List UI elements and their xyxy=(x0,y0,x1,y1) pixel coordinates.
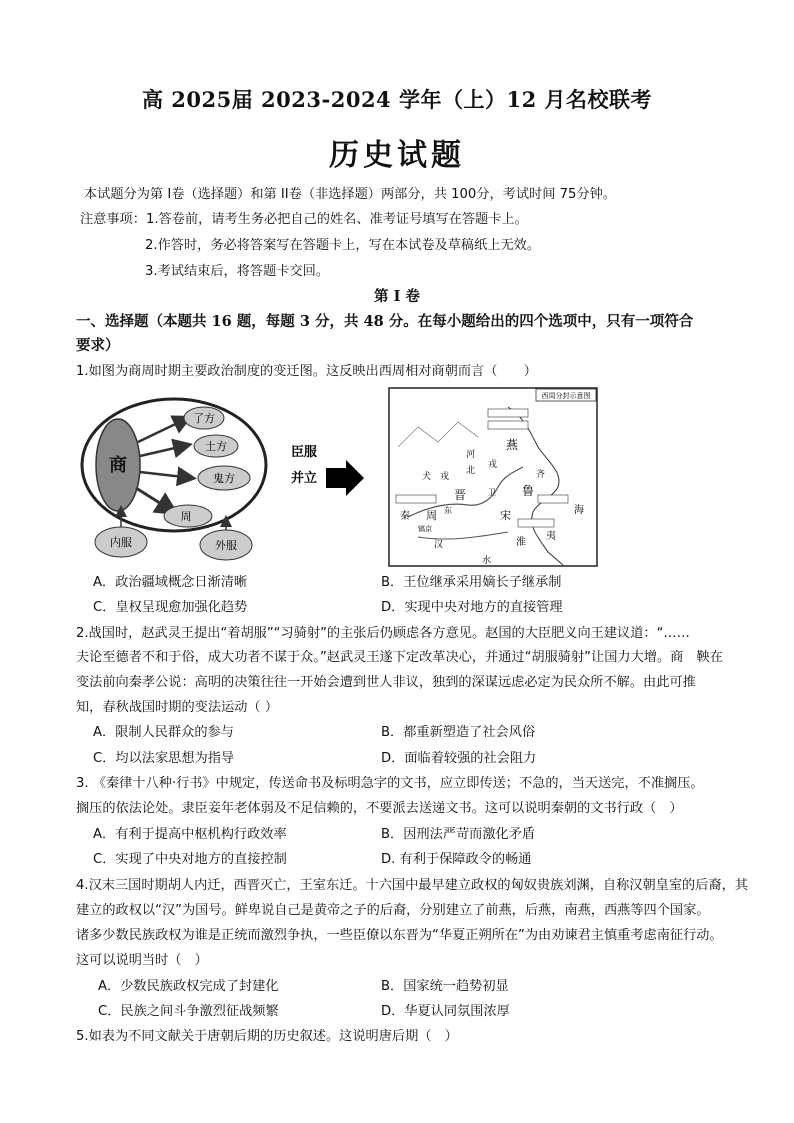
arrow-to-tribe-1 xyxy=(138,418,188,442)
arrow-label-top: 臣服 xyxy=(290,445,318,460)
shang-label: 商 xyxy=(109,455,127,476)
q2-line-3: 变法前向秦孝公说：高明的决策往往一开始会遭到世人非议，独到的深谋远虑必定为民众所不解。由此可推 xyxy=(76,675,696,690)
q4-option-c: C．民族之间斗争激烈征战频繁 xyxy=(98,1004,279,1019)
map-label-rong-2: 戎 xyxy=(440,472,450,482)
shang-zhou-diagram xyxy=(76,390,366,565)
map-label-quan: 犬 xyxy=(422,472,432,482)
q3-line-1: 3. 《秦律十八种·行书》中规定，传送命书及标明急字的文书，应立即传送；不急的，当天送完，不准搁压。 xyxy=(76,776,704,791)
q2-option-d: D．面临着较强的社会阻力 xyxy=(381,751,537,766)
western-zhou-map xyxy=(388,387,598,567)
note-3: 3.考试结束后，将答题卡交回。 xyxy=(145,264,330,279)
map-label-qi: 齐 xyxy=(536,470,546,480)
intro-text: 本试题分为第 I卷（选择题）和第 II卷（非选择题）两部分，共 100分，考试时间 75分钟。 xyxy=(84,187,616,202)
map-label-sea: 海 xyxy=(574,505,584,516)
map-label-yan: 燕 xyxy=(506,438,519,452)
q1-option-c: C．皇权呈现愈加强化趋势 xyxy=(93,600,248,615)
subject-title: 历史试题 xyxy=(329,138,465,173)
fief-box-2 xyxy=(488,421,528,429)
q4-line-2: 建立的政权以“汉”为国号。鲜卑说自己是黄帝之子的后裔，分别建立了前燕，后燕，南燕，西燕等四个国家。 xyxy=(76,903,710,918)
q4-option-d: D．华夏认同氛围浓厚 xyxy=(381,1004,510,1019)
arrow-to-zhou xyxy=(136,488,174,512)
map-label-wei: 卫 xyxy=(488,488,496,497)
arrow-to-tribe-2 xyxy=(140,445,188,456)
map-label-bei: 北 xyxy=(466,466,476,476)
q3-option-d: D. 有利于保障政令的畅通 xyxy=(381,852,532,867)
inner-service-label: 内服 xyxy=(110,536,132,549)
q1-option-b: B．王位继承采用嫡长子继承制 xyxy=(381,575,562,590)
map-label-jin: 晋 xyxy=(454,488,467,502)
q1-option-d: D．实现中央对地方的直接管理 xyxy=(381,600,563,615)
map-label-dong: 东 xyxy=(444,506,452,515)
map-label-zhou: 周 xyxy=(426,509,437,522)
map-label-lu: 鲁 xyxy=(522,484,535,498)
map-label-han: 汉 xyxy=(434,540,444,550)
q2-line-4: 知，春秋战国时期的变法运动（ ） xyxy=(76,700,279,715)
note-1: 1.答卷前，请考生务必把自己的姓名、准考证号填写在答题卡上。 xyxy=(145,212,528,227)
arrow-label-bottom: 并立 xyxy=(290,471,318,486)
map-label-song: 宋 xyxy=(500,509,511,522)
tribe-3-label: 鬼方 xyxy=(213,472,235,485)
section-title-line2: 要求） xyxy=(76,337,120,354)
section-title-line1: 一、选择题（本题共 16 题，每题 3 分，共 48 分。在每小题给出的四个选项中，只有一项符合 xyxy=(76,313,694,330)
fief-box-1 xyxy=(488,409,528,417)
q4-line-4: 这可以说明当时（ ） xyxy=(76,953,208,968)
q4-line-3: 诸多少数民族政权为谁是正统而激烈争执，一些臣僚以东晋为“华夏正朔所在”为由劝谏君主慎重考虑南征行动。 xyxy=(76,928,723,943)
q1-stem: 1.如图为商周时期主要政治制度的变迁图。这反映出西周相对商朝而言（ ） xyxy=(76,364,537,379)
q2-option-c: C．均以法家思想为指导 xyxy=(93,751,235,766)
q3-line-2: 搁压的依法论处。隶臣妾年老体弱及不足信赖的，不要派去送递文书。这可以说明秦朝的文书行政（ ） xyxy=(76,801,683,816)
fief-box-5 xyxy=(518,519,554,527)
tribe-1-label: 了方 xyxy=(193,412,215,425)
map-label-haojing: 镐京 xyxy=(418,525,432,533)
map-label-yi: 夷 xyxy=(546,531,556,542)
zhou-label: 周 xyxy=(180,510,192,523)
map-label-qin: 秦 xyxy=(400,511,410,522)
note-2: 2.作答时，务必将答案写在答题卡上，写在本试卷及草稿纸上无效。 xyxy=(145,238,541,253)
tribe-2-label: 土方 xyxy=(205,440,227,453)
part-heading: 第 I 卷 xyxy=(374,288,420,305)
exam-title: 高 2025届 2023-2024 学年（上）12 月名校联考 xyxy=(141,87,653,112)
q3-option-c: C．实现了中央对地方的直接控制 xyxy=(93,852,287,867)
q5-stem: 5.如表为不同文献关于唐朝后期的历史叙述。这说明唐后期（ ） xyxy=(76,1029,458,1044)
q4-line-1: 4.汉末三国时期胡人内迁，西晋灭亡，王室东迁。十六国中最早建立政权的匈奴贵族刘渊，自称汉朝皇室的后裔，其 xyxy=(76,878,748,893)
q4-option-b: B．国家统一趋势初显 xyxy=(381,979,509,994)
map-label-he: 河 xyxy=(466,450,476,460)
fief-box-4 xyxy=(538,495,568,503)
q3-option-a: A．有利于提高中枢机构行政效率 xyxy=(93,827,287,842)
fief-box-3 xyxy=(396,495,436,503)
map-label-huai: 淮 xyxy=(516,537,526,548)
map-label-rong-1: 戎 xyxy=(488,460,498,470)
notes-block xyxy=(80,208,528,227)
big-right-arrow-icon xyxy=(326,460,364,496)
q4-option-a: A．少数民族政权完成了封建化 xyxy=(98,979,279,994)
arrow-to-tribe-3 xyxy=(140,472,192,478)
notes-label: 注意事项： xyxy=(80,212,146,227)
q2-option-a: A．限制人民群众的参与 xyxy=(93,725,234,740)
q1-option-a: A．政治疆域概念日渐清晰 xyxy=(93,575,248,590)
q3-option-b: B．因刑法严苛而激化矛盾 xyxy=(381,827,536,842)
outer-service-label: 外服 xyxy=(215,539,237,552)
q2-line-2: 夫论至德者不和于俗，成大功者不谋于众。”赵武灵王遂下定改革决心，并通过“胡服骑射”让国力大增。商 鞅在 xyxy=(76,650,723,665)
q2-line-1: 2.战国时，赵武灵王提出“着胡服”“习骑射”的主张后仍顾虑各方意见。赵国的大臣肥义向王建议道：“…… xyxy=(76,626,690,641)
q2-option-b: B．都重新塑造了社会风俗 xyxy=(381,725,536,740)
map-label-shui: 水 xyxy=(482,556,492,566)
map-title: 西周分封示意图 xyxy=(541,392,591,400)
